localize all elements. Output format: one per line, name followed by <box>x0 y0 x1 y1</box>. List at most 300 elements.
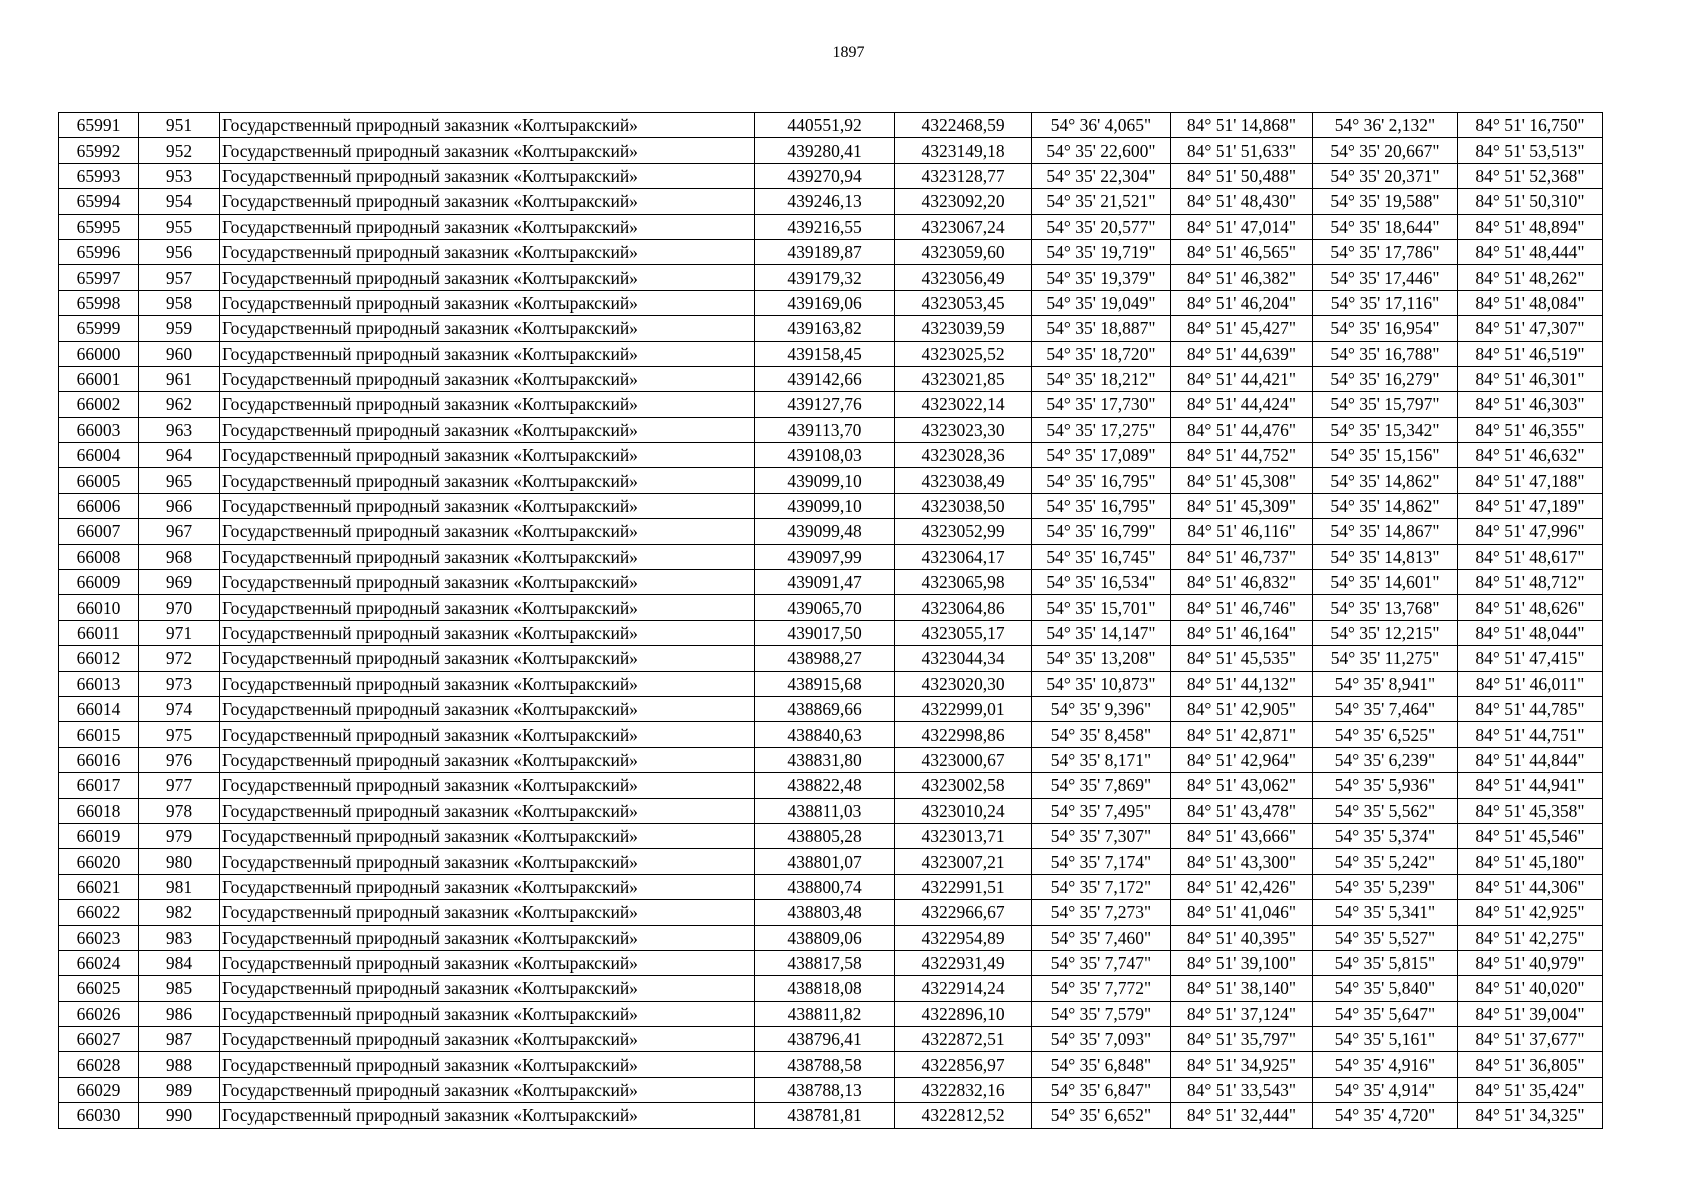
y-coordinate-cell: 4323065,98 <box>895 570 1032 595</box>
record-id-cell: 66023 <box>59 925 139 950</box>
record-id-cell: 66020 <box>59 849 139 874</box>
page-number: 1897 <box>832 44 865 61</box>
latitude-cell: 54° 35' 19,049" <box>1032 290 1171 315</box>
x-coordinate-cell: 439163,82 <box>755 316 895 341</box>
point-number-cell: 970 <box>139 595 220 620</box>
y-coordinate-cell: 4322998,86 <box>895 722 1032 747</box>
x-coordinate-cell: 439280,41 <box>755 138 895 163</box>
y-coordinate-cell: 4323149,18 <box>895 138 1032 163</box>
longitude-alt-cell: 84° 51' 42,925" <box>1458 900 1603 925</box>
y-coordinate-cell: 4323021,85 <box>895 366 1032 391</box>
record-id-cell: 66027 <box>59 1027 139 1052</box>
point-number-cell: 989 <box>139 1077 220 1102</box>
table-row <box>59 874 1603 899</box>
table-row <box>59 163 1603 188</box>
object-name-cell: Государственный природный заказник «Колтыракский» <box>220 443 755 468</box>
x-coordinate-cell: 438809,06 <box>755 925 895 950</box>
latitude-alt-cell: 54° 35' 5,341" <box>1313 900 1458 925</box>
longitude-alt-cell: 84° 51' 45,358" <box>1458 798 1603 823</box>
latitude-alt-cell: 54° 35' 18,644" <box>1313 214 1458 239</box>
latitude-cell: 54° 35' 9,396" <box>1032 696 1171 721</box>
longitude-alt-cell: 84° 51' 46,355" <box>1458 417 1603 442</box>
table-row <box>59 1077 1603 1102</box>
point-number-cell: 972 <box>139 646 220 671</box>
y-coordinate-cell: 4322872,51 <box>895 1027 1032 1052</box>
record-id-cell: 66021 <box>59 874 139 899</box>
object-name-cell: Государственный природный заказник «Колтыракский» <box>220 595 755 620</box>
longitude-alt-cell: 84° 51' 46,519" <box>1458 341 1603 366</box>
record-id-cell: 65997 <box>59 265 139 290</box>
y-coordinate-cell: 4323002,58 <box>895 773 1032 798</box>
latitude-alt-cell: 54° 35' 12,215" <box>1313 620 1458 645</box>
table-row <box>59 1103 1603 1128</box>
record-id-cell: 65995 <box>59 214 139 239</box>
object-name-cell: Государственный природный заказник «Колтыракский» <box>220 544 755 569</box>
x-coordinate-cell: 438788,13 <box>755 1077 895 1102</box>
latitude-cell: 54° 35' 7,273" <box>1032 900 1171 925</box>
x-coordinate-cell: 438811,82 <box>755 1001 895 1026</box>
point-number-cell: 960 <box>139 341 220 366</box>
latitude-cell: 54° 35' 8,171" <box>1032 747 1171 772</box>
longitude-alt-cell: 84° 51' 48,044" <box>1458 620 1603 645</box>
longitude-alt-cell: 84° 51' 47,188" <box>1458 468 1603 493</box>
object-name-cell: Государственный природный заказник «Колтыракский» <box>220 163 755 188</box>
latitude-cell: 54° 35' 7,460" <box>1032 925 1171 950</box>
longitude-cell: 84° 51' 43,478" <box>1171 798 1313 823</box>
longitude-cell: 84° 51' 45,309" <box>1171 493 1313 518</box>
record-id-cell: 66004 <box>59 443 139 468</box>
table-row <box>59 900 1603 925</box>
y-coordinate-cell: 4323007,21 <box>895 849 1032 874</box>
coordinates-table <box>58 112 1603 1129</box>
latitude-cell: 54° 35' 7,495" <box>1032 798 1171 823</box>
y-coordinate-cell: 4322991,51 <box>895 874 1032 899</box>
y-coordinate-cell: 4322914,24 <box>895 976 1032 1001</box>
longitude-cell: 84° 51' 44,639" <box>1171 341 1313 366</box>
y-coordinate-cell: 4323013,71 <box>895 823 1032 848</box>
longitude-alt-cell: 84° 51' 47,996" <box>1458 519 1603 544</box>
longitude-cell: 84° 51' 43,666" <box>1171 823 1313 848</box>
point-number-cell: 957 <box>139 265 220 290</box>
record-id-cell: 66005 <box>59 468 139 493</box>
latitude-alt-cell: 54° 35' 5,562" <box>1313 798 1458 823</box>
object-name-cell: Государственный природный заказник «Колтыракский» <box>220 189 755 214</box>
longitude-alt-cell: 84° 51' 34,325" <box>1458 1103 1603 1128</box>
latitude-cell: 54° 35' 16,799" <box>1032 519 1171 544</box>
point-number-cell: 959 <box>139 316 220 341</box>
object-name-cell: Государственный природный заказник «Колтыракский» <box>220 976 755 1001</box>
table-row <box>59 189 1603 214</box>
longitude-alt-cell: 84° 51' 36,805" <box>1458 1052 1603 1077</box>
latitude-cell: 54° 35' 7,869" <box>1032 773 1171 798</box>
y-coordinate-cell: 4322856,97 <box>895 1052 1032 1077</box>
point-number-cell: 973 <box>139 671 220 696</box>
object-name-cell: Государственный природный заказник «Колтыракский» <box>220 823 755 848</box>
record-id-cell: 66012 <box>59 646 139 671</box>
object-name-cell: Государственный природный заказник «Колтыракский» <box>220 341 755 366</box>
longitude-cell: 84° 51' 44,421" <box>1171 366 1313 391</box>
longitude-alt-cell: 84° 51' 53,513" <box>1458 138 1603 163</box>
point-number-cell: 966 <box>139 493 220 518</box>
longitude-alt-cell: 84° 51' 48,626" <box>1458 595 1603 620</box>
point-number-cell: 951 <box>139 113 220 138</box>
record-id-cell: 66024 <box>59 950 139 975</box>
x-coordinate-cell: 439127,76 <box>755 392 895 417</box>
x-coordinate-cell: 440551,92 <box>755 113 895 138</box>
point-number-cell: 978 <box>139 798 220 823</box>
table-row <box>59 493 1603 518</box>
y-coordinate-cell: 4323038,50 <box>895 493 1032 518</box>
object-name-cell: Государственный природный заказник «Колтыракский» <box>220 1052 755 1077</box>
x-coordinate-cell: 438818,08 <box>755 976 895 1001</box>
point-number-cell: 956 <box>139 239 220 264</box>
x-coordinate-cell: 438801,07 <box>755 849 895 874</box>
record-id-cell: 66000 <box>59 341 139 366</box>
longitude-cell: 84° 51' 39,100" <box>1171 950 1313 975</box>
y-coordinate-cell: 4323028,36 <box>895 443 1032 468</box>
latitude-cell: 54° 35' 16,795" <box>1032 493 1171 518</box>
table-row <box>59 747 1603 772</box>
longitude-alt-cell: 84° 51' 48,262" <box>1458 265 1603 290</box>
table-row <box>59 620 1603 645</box>
object-name-cell: Государственный природный заказник «Колтыракский» <box>220 570 755 595</box>
y-coordinate-cell: 4322896,10 <box>895 1001 1032 1026</box>
y-coordinate-cell: 4323059,60 <box>895 239 1032 264</box>
longitude-alt-cell: 84° 51' 45,546" <box>1458 823 1603 848</box>
longitude-cell: 84° 51' 48,430" <box>1171 189 1313 214</box>
latitude-alt-cell: 54° 35' 7,464" <box>1313 696 1458 721</box>
latitude-alt-cell: 54° 35' 14,862" <box>1313 468 1458 493</box>
latitude-cell: 54° 35' 6,652" <box>1032 1103 1171 1128</box>
object-name-cell: Государственный природный заказник «Колтыракский» <box>220 290 755 315</box>
record-id-cell: 66022 <box>59 900 139 925</box>
point-number-cell: 980 <box>139 849 220 874</box>
latitude-cell: 54° 35' 18,887" <box>1032 316 1171 341</box>
longitude-cell: 84° 51' 44,132" <box>1171 671 1313 696</box>
latitude-cell: 54° 35' 15,701" <box>1032 595 1171 620</box>
object-name-cell: Государственный природный заказник «Колтыракский» <box>220 417 755 442</box>
table-row <box>59 443 1603 468</box>
point-number-cell: 962 <box>139 392 220 417</box>
longitude-cell: 84° 51' 43,062" <box>1171 773 1313 798</box>
object-name-cell: Государственный природный заказник «Колтыракский» <box>220 138 755 163</box>
latitude-alt-cell: 54° 35' 5,936" <box>1313 773 1458 798</box>
longitude-alt-cell: 84° 51' 40,979" <box>1458 950 1603 975</box>
record-id-cell: 66019 <box>59 823 139 848</box>
longitude-alt-cell: 84° 51' 48,617" <box>1458 544 1603 569</box>
object-name-cell: Государственный природный заказник «Колтыракский» <box>220 239 755 264</box>
point-number-cell: 981 <box>139 874 220 899</box>
latitude-alt-cell: 54° 35' 14,867" <box>1313 519 1458 544</box>
longitude-cell: 84° 51' 47,014" <box>1171 214 1313 239</box>
longitude-alt-cell: 84° 51' 44,751" <box>1458 722 1603 747</box>
longitude-cell: 84° 51' 44,752" <box>1171 443 1313 468</box>
latitude-cell: 54° 35' 16,534" <box>1032 570 1171 595</box>
latitude-alt-cell: 54° 35' 5,374" <box>1313 823 1458 848</box>
x-coordinate-cell: 438788,58 <box>755 1052 895 1077</box>
record-id-cell: 66018 <box>59 798 139 823</box>
point-number-cell: 985 <box>139 976 220 1001</box>
point-number-cell: 977 <box>139 773 220 798</box>
latitude-alt-cell: 54° 35' 4,916" <box>1313 1052 1458 1077</box>
longitude-alt-cell: 84° 51' 44,941" <box>1458 773 1603 798</box>
latitude-cell: 54° 35' 6,847" <box>1032 1077 1171 1102</box>
x-coordinate-cell: 439158,45 <box>755 341 895 366</box>
record-id-cell: 65996 <box>59 239 139 264</box>
longitude-cell: 84° 51' 46,832" <box>1171 570 1313 595</box>
latitude-cell: 54° 36' 4,065" <box>1032 113 1171 138</box>
latitude-cell: 54° 35' 14,147" <box>1032 620 1171 645</box>
longitude-cell: 84° 51' 46,737" <box>1171 544 1313 569</box>
latitude-alt-cell: 54° 35' 17,786" <box>1313 239 1458 264</box>
point-number-cell: 987 <box>139 1027 220 1052</box>
y-coordinate-cell: 4322832,16 <box>895 1077 1032 1102</box>
longitude-cell: 84° 51' 37,124" <box>1171 1001 1313 1026</box>
latitude-cell: 54° 35' 17,730" <box>1032 392 1171 417</box>
x-coordinate-cell: 439216,55 <box>755 214 895 239</box>
longitude-cell: 84° 51' 42,964" <box>1171 747 1313 772</box>
longitude-alt-cell: 84° 51' 47,307" <box>1458 316 1603 341</box>
y-coordinate-cell: 4323000,67 <box>895 747 1032 772</box>
y-coordinate-cell: 4322999,01 <box>895 696 1032 721</box>
latitude-alt-cell: 54° 35' 15,342" <box>1313 417 1458 442</box>
point-number-cell: 983 <box>139 925 220 950</box>
record-id-cell: 66008 <box>59 544 139 569</box>
longitude-cell: 84° 51' 35,797" <box>1171 1027 1313 1052</box>
point-number-cell: 965 <box>139 468 220 493</box>
table-row <box>59 392 1603 417</box>
y-coordinate-cell: 4323128,77 <box>895 163 1032 188</box>
table-row <box>59 113 1603 138</box>
table-row <box>59 544 1603 569</box>
y-coordinate-cell: 4323053,45 <box>895 290 1032 315</box>
record-id-cell: 65999 <box>59 316 139 341</box>
record-id-cell: 66028 <box>59 1052 139 1077</box>
longitude-cell: 84° 51' 51,633" <box>1171 138 1313 163</box>
table-row <box>59 214 1603 239</box>
longitude-alt-cell: 84° 51' 47,189" <box>1458 493 1603 518</box>
latitude-cell: 54° 35' 7,772" <box>1032 976 1171 1001</box>
table-row <box>59 798 1603 823</box>
longitude-alt-cell: 84° 51' 52,368" <box>1458 163 1603 188</box>
table-row <box>59 417 1603 442</box>
table-row <box>59 570 1603 595</box>
y-coordinate-cell: 4322954,89 <box>895 925 1032 950</box>
record-id-cell: 66001 <box>59 366 139 391</box>
point-number-cell: 958 <box>139 290 220 315</box>
latitude-cell: 54° 35' 20,577" <box>1032 214 1171 239</box>
latitude-alt-cell: 54° 35' 5,242" <box>1313 849 1458 874</box>
latitude-cell: 54° 35' 10,873" <box>1032 671 1171 696</box>
x-coordinate-cell: 439065,70 <box>755 595 895 620</box>
latitude-alt-cell: 54° 35' 5,239" <box>1313 874 1458 899</box>
x-coordinate-cell: 439270,94 <box>755 163 895 188</box>
x-coordinate-cell: 438915,68 <box>755 671 895 696</box>
y-coordinate-cell: 4323064,86 <box>895 595 1032 620</box>
latitude-cell: 54° 35' 17,275" <box>1032 417 1171 442</box>
record-id-cell: 65998 <box>59 290 139 315</box>
x-coordinate-cell: 439179,32 <box>755 265 895 290</box>
latitude-alt-cell: 54° 35' 16,788" <box>1313 341 1458 366</box>
record-id-cell: 66010 <box>59 595 139 620</box>
x-coordinate-cell: 438796,41 <box>755 1027 895 1052</box>
longitude-cell: 84° 51' 46,565" <box>1171 239 1313 264</box>
longitude-cell: 84° 51' 14,868" <box>1171 113 1313 138</box>
latitude-alt-cell: 54° 35' 6,239" <box>1313 747 1458 772</box>
record-id-cell: 66009 <box>59 570 139 595</box>
y-coordinate-cell: 4323025,52 <box>895 341 1032 366</box>
table-row <box>59 925 1603 950</box>
longitude-cell: 84° 51' 45,308" <box>1171 468 1313 493</box>
table-row <box>59 1001 1603 1026</box>
table-row <box>59 265 1603 290</box>
object-name-cell: Государственный природный заказник «Колтыракский» <box>220 849 755 874</box>
latitude-alt-cell: 54° 35' 14,601" <box>1313 570 1458 595</box>
y-coordinate-cell: 4323022,14 <box>895 392 1032 417</box>
latitude-cell: 54° 35' 18,720" <box>1032 341 1171 366</box>
table-row <box>59 239 1603 264</box>
latitude-alt-cell: 54° 36' 2,132" <box>1313 113 1458 138</box>
x-coordinate-cell: 439246,13 <box>755 189 895 214</box>
longitude-cell: 84° 51' 43,300" <box>1171 849 1313 874</box>
latitude-alt-cell: 54° 35' 5,815" <box>1313 950 1458 975</box>
x-coordinate-cell: 439017,50 <box>755 620 895 645</box>
x-coordinate-cell: 438805,28 <box>755 823 895 848</box>
x-coordinate-cell: 439189,87 <box>755 239 895 264</box>
object-name-cell: Государственный природный заказник «Колтыракский» <box>220 366 755 391</box>
latitude-cell: 54° 35' 16,745" <box>1032 544 1171 569</box>
object-name-cell: Государственный природный заказник «Колтыракский» <box>220 722 755 747</box>
latitude-cell: 54° 35' 7,093" <box>1032 1027 1171 1052</box>
object-name-cell: Государственный природный заказник «Колтыракский» <box>220 620 755 645</box>
point-number-cell: 974 <box>139 696 220 721</box>
longitude-cell: 84° 51' 41,046" <box>1171 900 1313 925</box>
longitude-alt-cell: 84° 51' 40,020" <box>1458 976 1603 1001</box>
table-row <box>59 138 1603 163</box>
longitude-alt-cell: 84° 51' 48,084" <box>1458 290 1603 315</box>
x-coordinate-cell: 439097,99 <box>755 544 895 569</box>
latitude-cell: 54° 35' 7,579" <box>1032 1001 1171 1026</box>
latitude-alt-cell: 54° 35' 17,116" <box>1313 290 1458 315</box>
latitude-cell: 54° 35' 16,795" <box>1032 468 1171 493</box>
table-row <box>59 849 1603 874</box>
table-row <box>59 341 1603 366</box>
table-row <box>59 646 1603 671</box>
table-body <box>59 113 1603 1129</box>
x-coordinate-cell: 438831,80 <box>755 747 895 772</box>
latitude-alt-cell: 54° 35' 19,588" <box>1313 189 1458 214</box>
point-number-cell: 955 <box>139 214 220 239</box>
longitude-alt-cell: 84° 51' 44,844" <box>1458 747 1603 772</box>
latitude-alt-cell: 54° 35' 11,275" <box>1313 646 1458 671</box>
table-row <box>59 595 1603 620</box>
latitude-alt-cell: 54° 35' 15,797" <box>1313 392 1458 417</box>
object-name-cell: Государственный природный заказник «Колтыракский» <box>220 316 755 341</box>
latitude-alt-cell: 54° 35' 16,954" <box>1313 316 1458 341</box>
longitude-cell: 84° 51' 46,116" <box>1171 519 1313 544</box>
record-id-cell: 66011 <box>59 620 139 645</box>
x-coordinate-cell: 438811,03 <box>755 798 895 823</box>
longitude-cell: 84° 51' 50,488" <box>1171 163 1313 188</box>
object-name-cell: Государственный природный заказник «Колтыракский» <box>220 874 755 899</box>
longitude-cell: 84° 51' 46,382" <box>1171 265 1313 290</box>
record-id-cell: 66013 <box>59 671 139 696</box>
latitude-alt-cell: 54° 35' 13,768" <box>1313 595 1458 620</box>
longitude-cell: 84° 51' 33,543" <box>1171 1077 1313 1102</box>
longitude-alt-cell: 84° 51' 48,894" <box>1458 214 1603 239</box>
latitude-cell: 54° 35' 7,307" <box>1032 823 1171 848</box>
object-name-cell: Государственный природный заказник «Колтыракский» <box>220 671 755 696</box>
point-number-cell: 967 <box>139 519 220 544</box>
point-number-cell: 982 <box>139 900 220 925</box>
record-id-cell: 65994 <box>59 189 139 214</box>
longitude-alt-cell: 84° 51' 39,004" <box>1458 1001 1603 1026</box>
y-coordinate-cell: 4323039,59 <box>895 316 1032 341</box>
latitude-alt-cell: 54° 35' 6,525" <box>1313 722 1458 747</box>
longitude-cell: 84° 51' 44,424" <box>1171 392 1313 417</box>
latitude-alt-cell: 54° 35' 5,840" <box>1313 976 1458 1001</box>
latitude-alt-cell: 54° 35' 20,371" <box>1313 163 1458 188</box>
record-id-cell: 66029 <box>59 1077 139 1102</box>
latitude-alt-cell: 54° 35' 4,720" <box>1313 1103 1458 1128</box>
x-coordinate-cell: 439099,10 <box>755 468 895 493</box>
longitude-alt-cell: 84° 51' 45,180" <box>1458 849 1603 874</box>
longitude-alt-cell: 84° 51' 48,444" <box>1458 239 1603 264</box>
y-coordinate-cell: 4323023,30 <box>895 417 1032 442</box>
object-name-cell: Государственный природный заказник «Колтыракский» <box>220 646 755 671</box>
record-id-cell: 65993 <box>59 163 139 188</box>
point-number-cell: 979 <box>139 823 220 848</box>
longitude-cell: 84° 51' 40,395" <box>1171 925 1313 950</box>
longitude-cell: 84° 51' 42,871" <box>1171 722 1313 747</box>
y-coordinate-cell: 4323092,20 <box>895 189 1032 214</box>
point-number-cell: 952 <box>139 138 220 163</box>
table-row <box>59 773 1603 798</box>
object-name-cell: Государственный природный заказник «Колтыракский» <box>220 1001 755 1026</box>
longitude-alt-cell: 84° 51' 46,632" <box>1458 443 1603 468</box>
latitude-cell: 54° 35' 19,379" <box>1032 265 1171 290</box>
y-coordinate-cell: 4322931,49 <box>895 950 1032 975</box>
point-number-cell: 969 <box>139 570 220 595</box>
x-coordinate-cell: 439099,10 <box>755 493 895 518</box>
object-name-cell: Государственный природный заказник «Колтыракский» <box>220 1027 755 1052</box>
object-name-cell: Государственный природный заказник «Колтыракский» <box>220 798 755 823</box>
x-coordinate-cell: 438803,48 <box>755 900 895 925</box>
point-number-cell: 953 <box>139 163 220 188</box>
table-row <box>59 976 1603 1001</box>
point-number-cell: 990 <box>139 1103 220 1128</box>
y-coordinate-cell: 4323010,24 <box>895 798 1032 823</box>
longitude-alt-cell: 84° 51' 35,424" <box>1458 1077 1603 1102</box>
x-coordinate-cell: 438800,74 <box>755 874 895 899</box>
object-name-cell: Государственный природный заказник «Колтыракский» <box>220 493 755 518</box>
latitude-cell: 54° 35' 19,719" <box>1032 239 1171 264</box>
object-name-cell: Государственный природный заказник «Колтыракский» <box>220 747 755 772</box>
longitude-cell: 84° 51' 38,140" <box>1171 976 1313 1001</box>
point-number-cell: 988 <box>139 1052 220 1077</box>
latitude-cell: 54° 35' 17,089" <box>1032 443 1171 468</box>
y-coordinate-cell: 4322468,59 <box>895 113 1032 138</box>
longitude-cell: 84° 51' 44,476" <box>1171 417 1313 442</box>
table-row <box>59 316 1603 341</box>
record-id-cell: 66026 <box>59 1001 139 1026</box>
record-id-cell: 65992 <box>59 138 139 163</box>
longitude-alt-cell: 84° 51' 46,301" <box>1458 366 1603 391</box>
latitude-alt-cell: 54° 35' 5,647" <box>1313 1001 1458 1026</box>
x-coordinate-cell: 438781,81 <box>755 1103 895 1128</box>
latitude-alt-cell: 54° 35' 4,914" <box>1313 1077 1458 1102</box>
latitude-cell: 54° 35' 18,212" <box>1032 366 1171 391</box>
